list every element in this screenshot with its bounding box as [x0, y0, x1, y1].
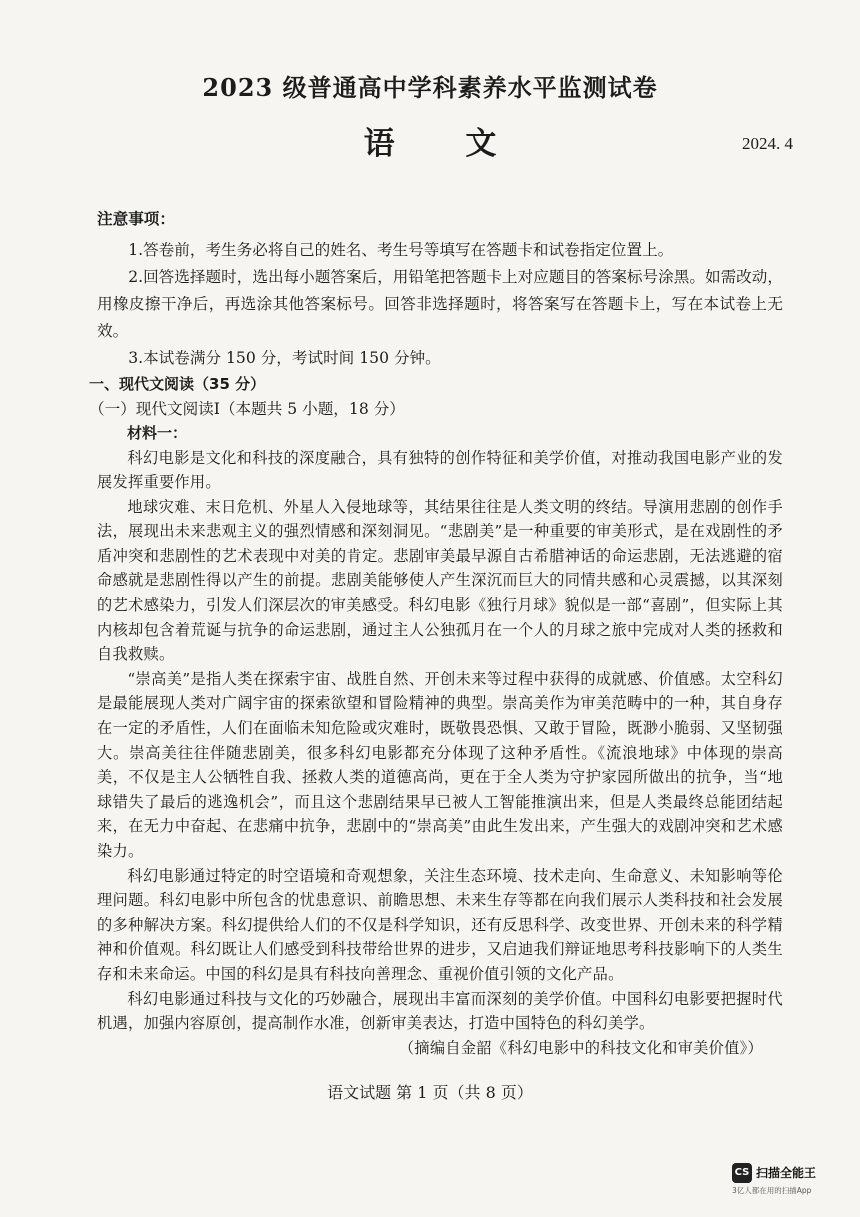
subject-title: 语 文 — [363, 126, 527, 162]
paragraph: 科幻电影通过科技与文化的巧妙融合，展现出丰富而深刻的美学价值。中国科幻电影要把握时代机遇，加强内容原创，提高制作水准，创新审美表达，打造中国特色的科幻美学。 — [97, 989, 783, 1033]
source-citation: （摘编自金韶《科幻电影中的科技文化和审美价值》） — [398, 1038, 763, 1057]
note-item: 1.答卷前，考生务必将自己的姓名、考生号等填写在答题卡和试卷指定位置上。 — [128, 241, 674, 259]
exam-date: 2024. 4 — [742, 134, 793, 153]
camscanner-logo-icon: CS — [732, 1163, 752, 1183]
paragraph: 地球灾难、末日危机、外星人入侵地球等，其结果往往是人类文明的终结。导演用悲剧的创作手法，展现出未来悲观主义的强烈情感和深刻洞见。“悲剧美”是一种重要的审美形式，是在戏剧性的矛盾冲突和悲剧性的艺术表现中对美的肯定。悲剧审美最早源自古希腊神话的命运悲剧，无法逃避的宿命感就是悲剧性得以产生的前提。悲剧美能够使人产生深沉而巨大的同情共感和心灵震撼，以其深刻的艺术感染力，引发人们深层次的审美感受。科幻电影《独行月球》貌似是一部“喜剧”，但实际上其内核却包含着荒诞与抗争的命运悲剧，通过主人公独孤月在一个人的月球之旅中完成对人类的拯救和自我救赎。 — [97, 497, 783, 664]
note-item: 3.本试卷满分 150 分，考试时间 150 分钟。 — [128, 349, 441, 367]
exam-title: 2023 级普通高中学科素养水平监测试卷 — [202, 73, 658, 102]
note-item: 2.回答选择题时，选出每小题答案后，用铅笔把答题卡上对应题目的答案标号涂黑。如需改动，用橡皮擦干净后，再选涂其他答案标号。回答非选择题时，将答案写在答题卡上，写在本试卷上无效。 — [97, 268, 783, 340]
paragraph: 科幻电影是文化和科技的深度融合，具有独特的创作特征和美学价值，对推动我国电影产业的发展发挥重要作用。 — [97, 448, 783, 492]
scanner-watermark — [732, 1163, 842, 1199]
material-text — [97, 446, 783, 1061]
paragraph: “崇高美”是指人类在探索宇宙、战胜自然、开创未来等过程中获得的成就感、价值感。太空科幻是最能展现人类对广阔宇宙的探索欲望和冒险精神的典型。崇高美作为审美范畴中的一种，其自身存在一定的矛盾性，人们在面临未知危险或灾难时，既敬畏恐惧、又敢于冒险，既渺小脆弱、又坚韧强大。崇高美往往伴随悲剧美，很多科幻电影都充分体现了这种矛盾性。《流浪地球》中体现的崇高美，不仅是主人公牺牲自我、拯救人类的道德高尚，更在于全人类为守护家园所做出的抗争，当“地球错失了最后的逃逸机会”，而且这个悲剧结果早已被人工智能推演出来，但是人类最终总能团结起来，在无力中奋起、在悲痛中抗争，悲剧中的“崇高美”由此生发出来，产生强大的戏剧冲突和艺术感染力。 — [97, 669, 783, 860]
exam-content — [89, 206, 783, 1060]
notes-heading: 注意事项： — [97, 210, 175, 228]
paragraph: 科幻电影通过特定的时空语境和奇观想象，关注生态环境、技术走向、生命意义、未知影响等伦理问题。科幻电影中所包含的忧患意识、前瞻思想、未来生存等都在向我们展示人类科技和社会发展的多种解决方案。科幻提供给人们的不仅是科学知识，还有反思科学、改变世界、开创未来的科学精神和价值观。科幻既让人们感受到科技带给世界的进步，又启迪我们辩证地思考科技影响下的人类生存和未来命运。中国的科幻是具有科技向善理念、重视价值引领的文化产品。 — [97, 866, 783, 983]
material-label: 材料一： — [127, 424, 188, 442]
notes-block — [97, 206, 783, 372]
scanner-tagline: 3亿人都在用的扫描App — [732, 1186, 812, 1195]
scanner-app-name: 扫描全能王 — [756, 1166, 817, 1180]
section-heading: 一、现代文阅读（35 分） — [89, 375, 266, 393]
section-subheading: （一）现代文阅读Ⅰ（本题共 5 小题，18 分） — [89, 399, 405, 418]
page-footer: 语文试题 第 1 页（共 8 页） — [327, 1083, 533, 1102]
